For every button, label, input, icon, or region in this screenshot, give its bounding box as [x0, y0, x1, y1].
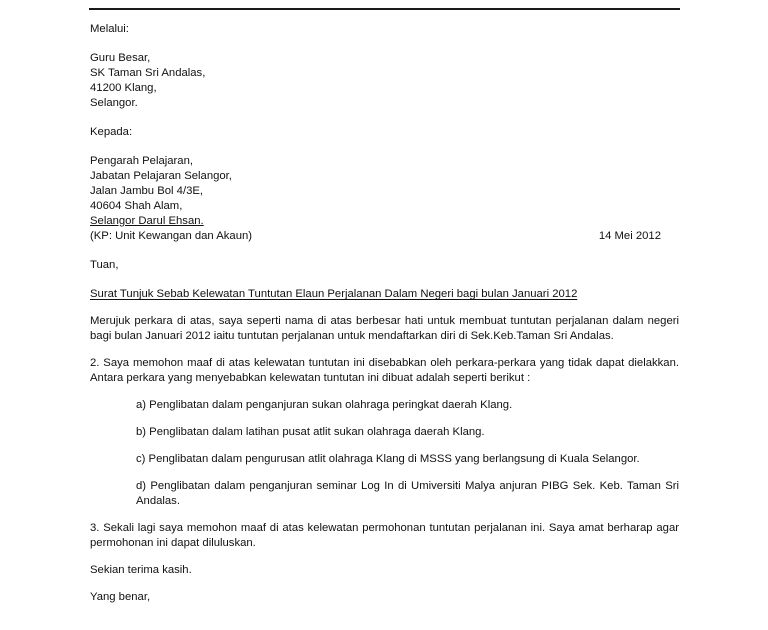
via-address-line: Selangor.: [90, 97, 138, 109]
spacer: [90, 302, 679, 314]
subject-line: Surat Tunjuk Sebab Kelewatan Tuntutan Elaun Perjalanan Dalam Negeri bagi bulan Januari 2012: [90, 288, 578, 300]
letter-page: [90, 22, 679, 605]
spacer: [90, 244, 679, 258]
spacer: [90, 37, 679, 51]
via-address: [90, 51, 679, 111]
via-label: Melalui:: [90, 23, 129, 35]
paragraph-1: Merujuk perkara di atas, saya seperti nama di atas berbesar hati untuk membuat tuntutan perjalanan dalam negeri bagi bulan Januari 2012 iaitu tuntutan perjalanan untuk mendaftarkan diri di Sek.Keb.Taman Sri Andalas.: [90, 315, 679, 342]
salutation: Tuan,: [90, 259, 119, 271]
spacer: [90, 467, 679, 479]
to-address-line: [90, 214, 679, 229]
attention-line: (KP: Unit Kewangan dan Akaun): [90, 230, 253, 242]
paragraph-3: 3. Sekali lagi saya memohon maaf di atas kelewatan permohonan tuntutan perjalanan ini. Saya amat berharap agar permohonan ini dapat diluluskan.: [90, 522, 679, 549]
spacer: [90, 111, 679, 125]
via-address-line: Guru Besar,: [90, 52, 151, 64]
spacer: [90, 273, 679, 287]
list-item: d) Penglibatan dalam penganjuran seminar Log In di Umiversiti Malya anjuran PIBG Sek. Keb. Taman Sri Andalas.: [136, 480, 679, 507]
attention-date-row: [90, 229, 679, 244]
spacer: [90, 578, 679, 590]
spacer: [90, 344, 679, 356]
spacer: [90, 413, 679, 425]
to-address-state: Selangor Darul Ehsan.: [90, 215, 204, 227]
spacer: [90, 440, 679, 452]
list-item: a) Penglibatan dalam penganjuran sukan olahraga peringkat daerah Klang.: [136, 399, 513, 411]
to-address-line: Jalan Jambu Bol 4/3E,: [90, 185, 204, 197]
via-address-line: 41200 Klang,: [90, 82, 157, 94]
top-rule: [89, 8, 680, 10]
closing-signoff: Yang benar,: [90, 591, 151, 603]
to-address-line: Pengarah Pelajaran,: [90, 155, 194, 167]
spacer: [90, 140, 679, 154]
spacer: [90, 386, 679, 398]
to-address-line: Jabatan Pelajaran Selangor,: [90, 170, 232, 182]
via-address-line: SK Taman Sri Andalas,: [90, 67, 206, 79]
list-item: b) Penglibatan dalam latihan pusat atlit sukan olahraga daerah Klang.: [136, 426, 485, 438]
list-item: c) Penglibatan dalam pengurusan atlit olahraga Klang di MSSS yang berlangsung di Kuala Selangor.: [136, 453, 640, 465]
to-address-line: 40604 Shah Alam,: [90, 200, 183, 212]
closing-thanks: Sekian terima kasih.: [90, 564, 192, 576]
paragraph-2: 2. Saya memohon maaf di atas kelewatan tuntutan ini disebabkan oleh perkara-perkara yang tidak dapat dielakkan. Antara perkara yang menyebabkan kelewatan tuntutan ini dibuat adalah seperti berikut :: [90, 357, 679, 384]
spacer: [90, 509, 679, 521]
to-address: [90, 154, 679, 244]
spacer: [90, 551, 679, 563]
to-label: Kepada:: [90, 126, 133, 138]
letter-date: 14 Mei 2012: [598, 230, 661, 242]
